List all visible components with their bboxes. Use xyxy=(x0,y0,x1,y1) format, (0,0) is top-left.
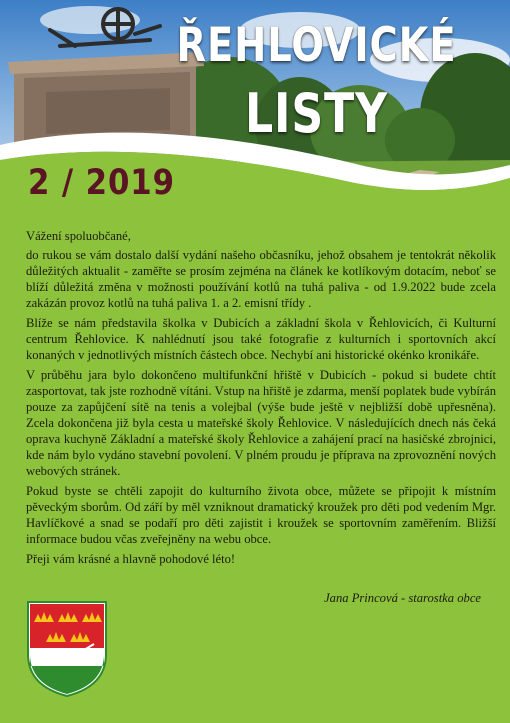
letter-greeting: Vážení spoluobčané, xyxy=(26,229,131,243)
issue-number: 2 / 2019 xyxy=(28,163,175,203)
letter-paragraph: V průběhu jara bylo dokončeno multifunkční hřiště v Dubicích - pokud si budete chtít zasportovat, tak jste rozhodně vítáni. Vstup na hřiště je zdarma, menší poplatek bude vybírán pouze za zapůjčení sítě na tenis a volejbal (výše bude ještě v nejbližší době upřesněna). Zcela dokončena již byla cesta u mateřské školy Řehlovice. V následujících dnech nás čeká oprava kuchyně Základní a mateřské školy Řehlovice a zahájení prací na hasičské zbrojnici, kde nám bylo vydáno stavební povolení. V plném proudu je příprava na zprovoznění nových webových stránek. xyxy=(26,368,496,478)
municipal-coat-of-arms-icon xyxy=(24,598,110,698)
letter-paragraph: Pokud byste se chtěli zapojit do kulturního života obce, můžete se připojit k místním pěveckým sborům. Od září by měl vzniknout dramatický kroužek pro děti pod vedením Mgr. Havlíčkové a snad se podaří pro děti zajistit i kroužek se sportovním zaměřením. Bližší informace budou včas zveřejněny na webu obce. xyxy=(26,484,496,546)
letter-signature: Jana Princová - starostka obce xyxy=(324,591,481,605)
letter-paragraph: Přeji vám krásné a hlavně pohodové léto! xyxy=(26,552,236,566)
newsletter-title-line1: ŘEHLOVICKÉ xyxy=(176,18,457,73)
newsletter-title-line2: LISTY xyxy=(245,82,388,145)
letter-paragraph: Blíže se nám představila školka v Dubicích a základní škola v Řehlovicích, či Kulturní centrum Řehlovice. K nahlédnutí jsou také fotografie z kulturních i sportovních akcí konaných v jednotlivých místních částech obce. Nechybí ani historické okénko kronikáře. xyxy=(26,316,496,362)
letter-paragraph: do rukou se vám dostalo další vydání našeho občasníku, jehož obsahem je tentokrát několik důležitých aktualit - zaměřte se prosím zejména na článek ke kotlíkovým dotacím, neboť se blíží důležitá změna v možnosti používání kotlů na tuhá paliva - od 1.9.2022 bude zcela zakázán provoz kotlů na tuhá paliva 1. a 2. emisní třídy . xyxy=(26,248,496,310)
editorial-letter xyxy=(26,228,496,605)
